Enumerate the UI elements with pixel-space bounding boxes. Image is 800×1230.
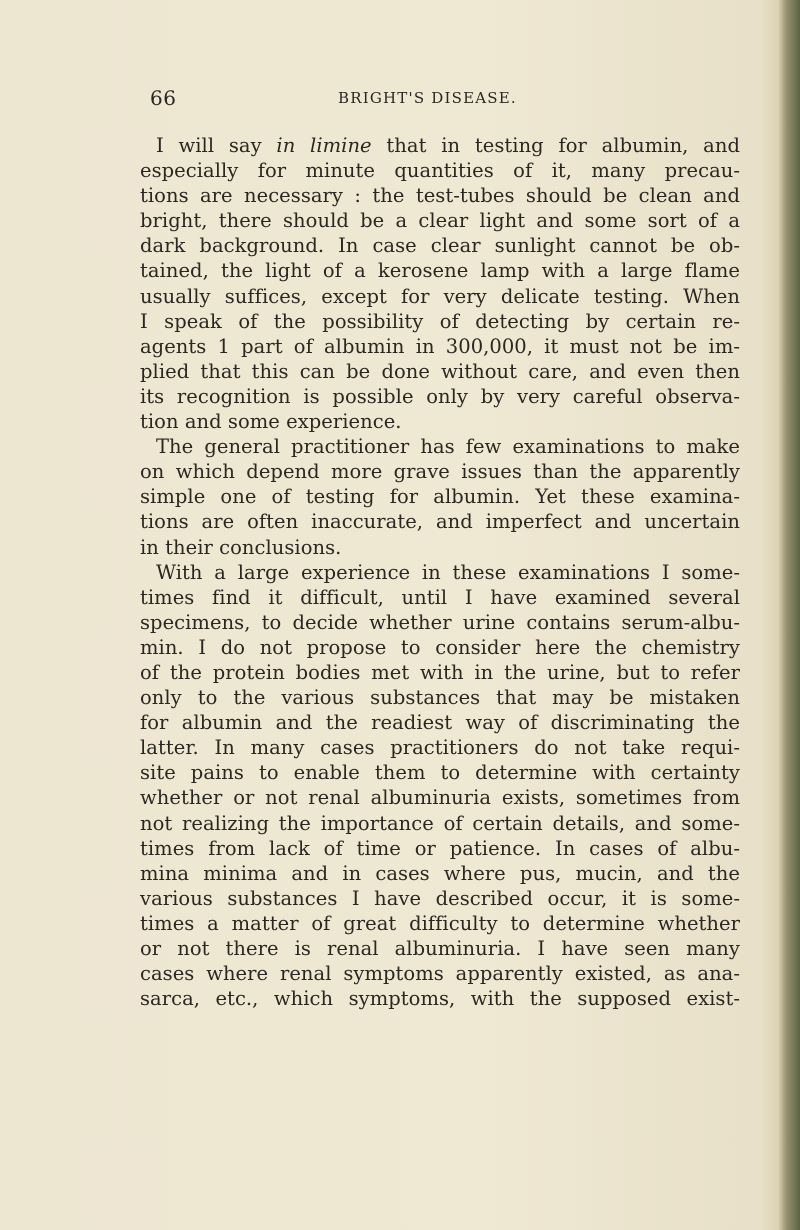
text-line: its recognition is possible only by very careful observa-	[140, 384, 740, 408]
text-line: for albumin and the readiest way of discriminating the	[140, 711, 740, 735]
body-text	[140, 133, 740, 1011]
text-line: times find it difficult, until I have examined several	[140, 585, 740, 609]
text-line: tained, the light of a kerosene lamp with a large flame	[140, 259, 740, 283]
text-line: site pains to enable them to determine with certainty	[140, 761, 740, 785]
text-line: simple one of testing for albumin. Yet these examina-	[140, 485, 740, 509]
text-line: whether or not renal albuminuria exists, sometimes from	[140, 786, 740, 810]
running-head	[0, 86, 780, 116]
latin-phrase: in limine	[276, 134, 372, 157]
text-line: only to the various substances that may be mistaken	[140, 686, 740, 710]
text-line: dark background. In case clear sunlight cannot be ob-	[140, 234, 740, 258]
text-line: times a matter of great difficulty to determine whether	[140, 911, 740, 935]
text-line: usually suffices, except for very delicate testing. When	[140, 284, 740, 308]
text-line: agents 1 part of albumin in 300,000, it must not be im-	[140, 334, 740, 358]
text-line: min. I do not propose to consider here the chemistry	[140, 635, 740, 659]
text-line: especially for minute quantities of it, many precau-	[140, 159, 740, 183]
text-line: times from lack of time or patience. In cases of albu-	[140, 836, 740, 860]
text-line: mina minima and in cases where pus, mucin, and the	[140, 861, 740, 885]
text-line: not realizing the importance of certain details, and some-	[140, 811, 740, 835]
text-line: or not there is renal albuminuria. I have seen many	[140, 937, 740, 960]
text-line: I speak of the possibility of detecting by certain re-	[140, 309, 740, 333]
text-line: tions are often inaccurate, and imperfect and uncertain	[140, 510, 740, 534]
text-line: tions are necessary : the test-tubes should be clean and	[140, 184, 740, 208]
text-line: bright, there should be a clear light and some sort of a	[140, 209, 740, 233]
text-line: latter. In many cases practitioners do not take requi-	[140, 736, 740, 760]
text-line: of the protein bodies met with in the urine, but to refer	[140, 660, 740, 684]
running-title: BRIGHT'S DISEASE.	[338, 89, 517, 107]
page-number: 66	[150, 86, 177, 110]
text-line: The general practitioner has few examinations to make	[156, 435, 740, 459]
text-line: on which depend more grave issues than the apparently	[140, 460, 740, 484]
text-line: tion and some experience.	[140, 410, 402, 434]
text-line: cases where renal symptoms apparently existed, as ana-	[140, 962, 740, 986]
text-line: With a large experience in these examinations I some-	[156, 560, 740, 584]
text-line: plied that this can be done without care, and even then	[140, 359, 740, 383]
text-line: in their conclusions.	[140, 535, 342, 559]
text-line: I will say in limine that in testing for albumin, and	[156, 134, 740, 157]
text-line: sarca, etc., which symptoms, with the supposed exist-	[140, 987, 740, 1011]
text-line: specimens, to decide whether urine contains serum-albu-	[140, 610, 740, 634]
text-line: various substances I have described occur, it is some-	[140, 886, 740, 910]
page-edge-shadow	[778, 0, 800, 1230]
